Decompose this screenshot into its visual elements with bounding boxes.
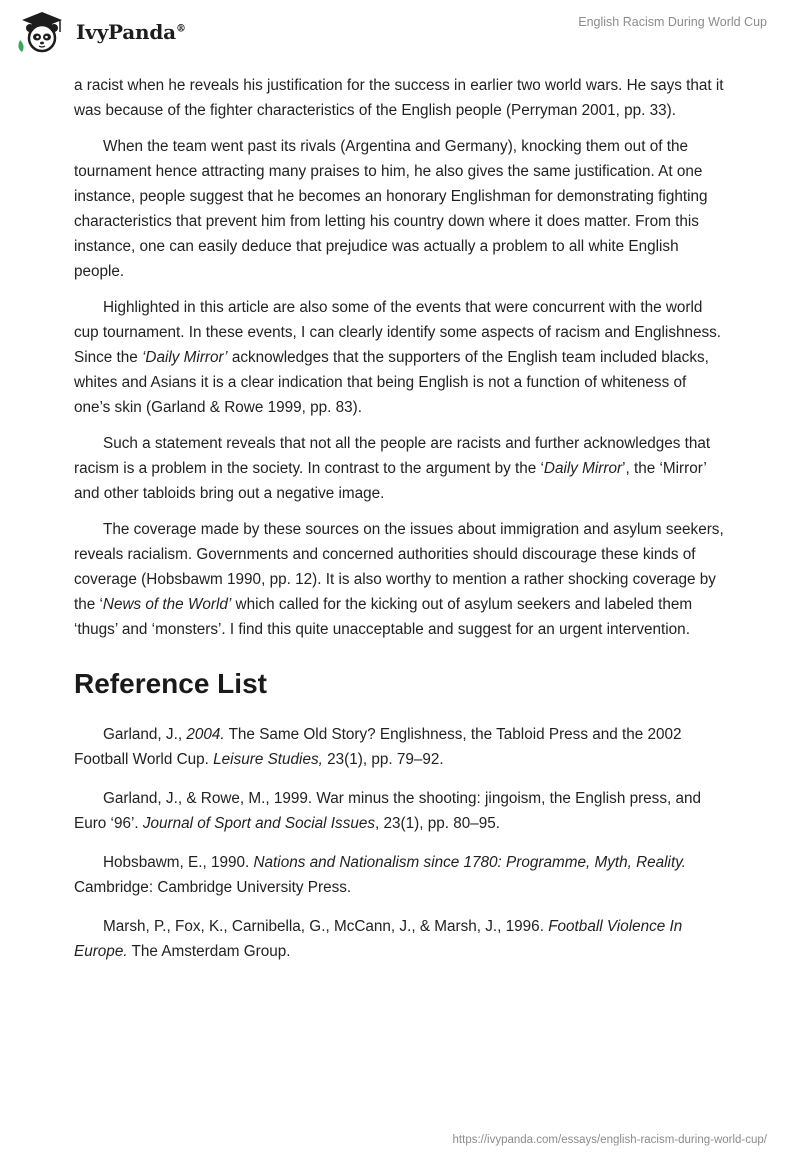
paragraph: Such a statement reveals that not all the people are racists and further acknowledges that racism is a problem in the society. In contrast to the argument by the ‘Daily Mirror’, the ‘Mirror’ and other tabloids bring out a negative image. [74, 435, 711, 502]
brand-name: IvyPanda® [76, 20, 186, 44]
paragraph: When the team went past its rivals (Argentina and Germany), knocking them out of the tournament hence attracting many praises to him, he also gives the same justification. At one instance, people suggest that he becomes an honorary Englishman for demonstrating fighting characteristics that prevent him from letting his country down where it does matter. From this instance, one can easily deduce that prejudice was actually a problem to all white English people. [74, 138, 708, 280]
paragraph: The coverage made by these sources on the issues about immigration and asylum seekers, reveals racialism. Governments and concerned authorities should discourage these kinds of coverage (Hobsbawm 1990, pp. 12). It is also worthy to mention a rather shocking coverage by the ‘News of the World’ which called for the kicking out of asylum seekers and labeled them ‘thugs’ and ‘monsters’. I find this quite unacceptable and suggest for an urgent intervention. [74, 521, 724, 638]
paragraph: Highlighted in this article are also some of the events that were concurrent with the world cup tournament. In these events, I can clearly identify some aspects of racism and Englishness. Since the ‘Daily Mirror’ acknowledges that the supporters of the English team included blacks, whites and Asians it is a clear indication that being English is not a function of whiteness of one’s skin (Garland & Rowe 1999, pp. 83). [74, 299, 722, 416]
reference-item: Garland, J., & Rowe, M., 1999. War minus the shooting: jingoism, the English press, and Euro ‘96’. Journal of Sport and Social Issues, 23(1), pp. 80–95. [74, 790, 701, 832]
reference-list-heading: Reference List [74, 668, 267, 699]
essay-body [74, 73, 724, 978]
reference-item: Marsh, P., Fox, K., Carnibella, G., McCann, J., & Marsh, J., 1996. Football Violence In Europe. The Amsterdam Group. [74, 918, 683, 960]
panda-graduate-icon [14, 8, 70, 56]
ivypanda-logo[interactable] [14, 8, 186, 56]
source-url[interactable]: https://ivypanda.com/essays/english-racism-during-world-cup/ [452, 1134, 767, 1146]
paragraph: a racist when he reveals his justification for the success in earlier two world wars. He says that it was because of the fighter characteristics of the English people (Perryman 2001, pp. 33). [74, 77, 724, 119]
running-title: English Racism During World Cup [578, 15, 767, 29]
page-header [0, 0, 800, 70]
reference-item: Garland, J., 2004. The Same Old Story? Englishness, the Tabloid Press and the 2002 Football World Cup. Leisure Studies, 23(1), pp. 79–92. [74, 726, 682, 768]
reference-item: Hobsbawm, E., 1990. Nations and Nationalism since 1780: Programme, Myth, Reality. Cambridge: Cambridge University Press. [74, 854, 686, 896]
